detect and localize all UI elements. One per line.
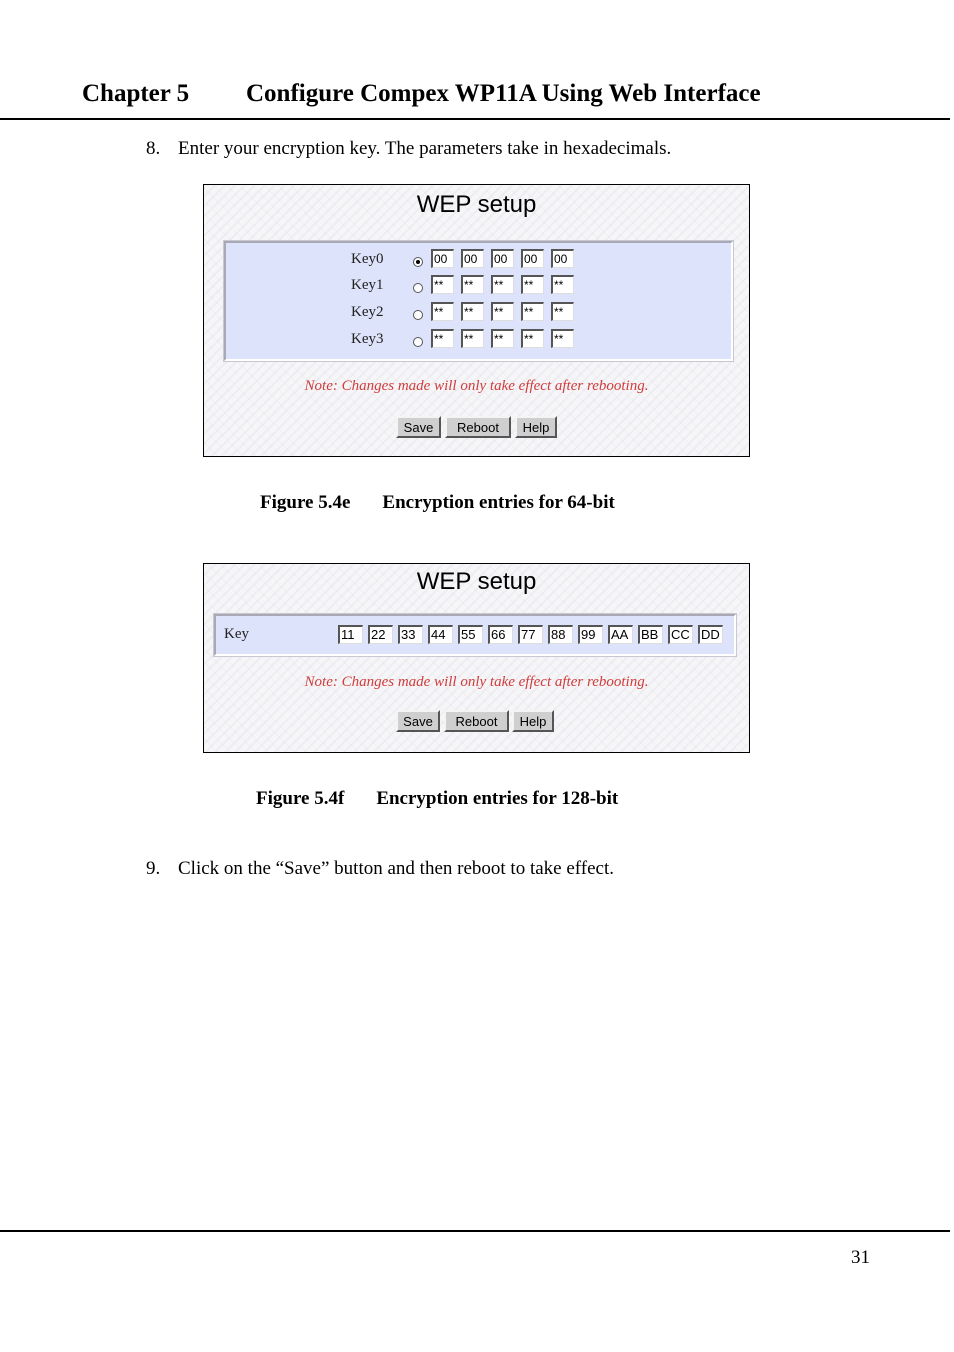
step-8-text: Enter your encryption key. The parameters take in hexadecimals. [178,138,672,159]
key1-byte-3[interactable]: ** [491,275,514,294]
key-byte-3[interactable]: 33 [398,625,423,644]
step-8 [146,138,671,160]
key-byte-6[interactable]: 66 [488,625,513,644]
key1-byte-4[interactable]: ** [521,275,544,294]
key-byte-9[interactable]: 99 [578,625,603,644]
key1-byte-2[interactable]: ** [461,275,484,294]
key-label: Key2 [351,304,384,320]
wep-setup-title: WEP setup [416,568,537,595]
key0-byte-3[interactable]: 00 [491,249,514,268]
key-byte-7[interactable]: 77 [518,625,543,644]
chapter-title: Configure Compex WP11A Using Web Interface [246,80,761,107]
key-label: Key0 [351,251,384,267]
save-button[interactable]: Save [396,416,441,438]
wep-setup-128bit-screenshot [203,563,750,753]
help-button[interactable]: Help [512,710,554,732]
key0-byte-1[interactable]: 00 [431,249,454,268]
wep-setup-64bit-screenshot [203,184,750,457]
key2-radio[interactable] [413,310,423,320]
key-byte-5[interactable]: 55 [458,625,483,644]
footer-rule [0,1230,950,1232]
key2-byte-4[interactable]: ** [521,302,544,321]
key-byte-1[interactable]: 11 [338,625,363,644]
key3-byte-5[interactable]: ** [551,329,574,348]
wep-key-panel [214,614,736,656]
key3-byte-3[interactable]: ** [491,329,514,348]
page-number: 31 [851,1247,870,1268]
key2-byte-1[interactable]: ** [431,302,454,321]
key2-byte-2[interactable]: ** [461,302,484,321]
key-byte-13[interactable]: DD [698,625,723,644]
key-byte-12[interactable]: CC [668,625,693,644]
reboot-note: Note: Changes made will only take effect after rebooting. [304,378,649,394]
key3-radio[interactable] [413,337,423,347]
key-label: Key [224,626,249,642]
key0-byte-5[interactable]: 00 [551,249,574,268]
save-button[interactable]: Save [396,710,440,732]
figure-caption-64bit [260,492,615,514]
key-byte-4[interactable]: 44 [428,625,453,644]
chapter-heading [82,80,761,108]
chapter-number: Chapter 5 [82,80,190,107]
header-rule [0,118,950,120]
step-9-text: Click on the “Save” button and then reboot to take effect. [178,858,614,879]
key-label: Key3 [351,331,384,347]
key1-byte-5[interactable]: ** [551,275,574,294]
key-byte-8[interactable]: 88 [548,625,573,644]
key0-byte-4[interactable]: 00 [521,249,544,268]
step-8-number: 8. [146,138,161,159]
help-button[interactable]: Help [515,416,557,438]
key-label: Key1 [351,277,384,293]
figure-caption-text: Encryption entries for 64-bit [382,492,615,513]
figure-number: Figure 5.4e [260,492,351,513]
key2-byte-5[interactable]: ** [551,302,574,321]
key-byte-2[interactable]: 22 [368,625,393,644]
step-9-number: 9. [146,858,161,879]
key1-radio[interactable] [413,283,423,293]
wep-setup-title: WEP setup [416,191,537,218]
key0-byte-2[interactable]: 00 [461,249,484,268]
key3-byte-1[interactable]: ** [431,329,454,348]
key2-byte-3[interactable]: ** [491,302,514,321]
reboot-button[interactable]: Reboot [444,710,509,732]
figure-caption-128bit [256,788,618,810]
key3-byte-4[interactable]: ** [521,329,544,348]
key-byte-11[interactable]: BB [638,625,663,644]
figure-caption-text: Encryption entries for 128-bit [376,788,619,809]
reboot-note: Note: Changes made will only take effect after rebooting. [304,674,649,690]
key0-radio[interactable] [413,257,423,267]
figure-number: Figure 5.4f [256,788,345,809]
step-9 [146,858,614,880]
reboot-button[interactable]: Reboot [445,416,511,438]
key-byte-10[interactable]: AA [608,625,633,644]
wep-keys-panel [224,241,733,361]
key3-byte-2[interactable]: ** [461,329,484,348]
key1-byte-1[interactable]: ** [431,275,454,294]
